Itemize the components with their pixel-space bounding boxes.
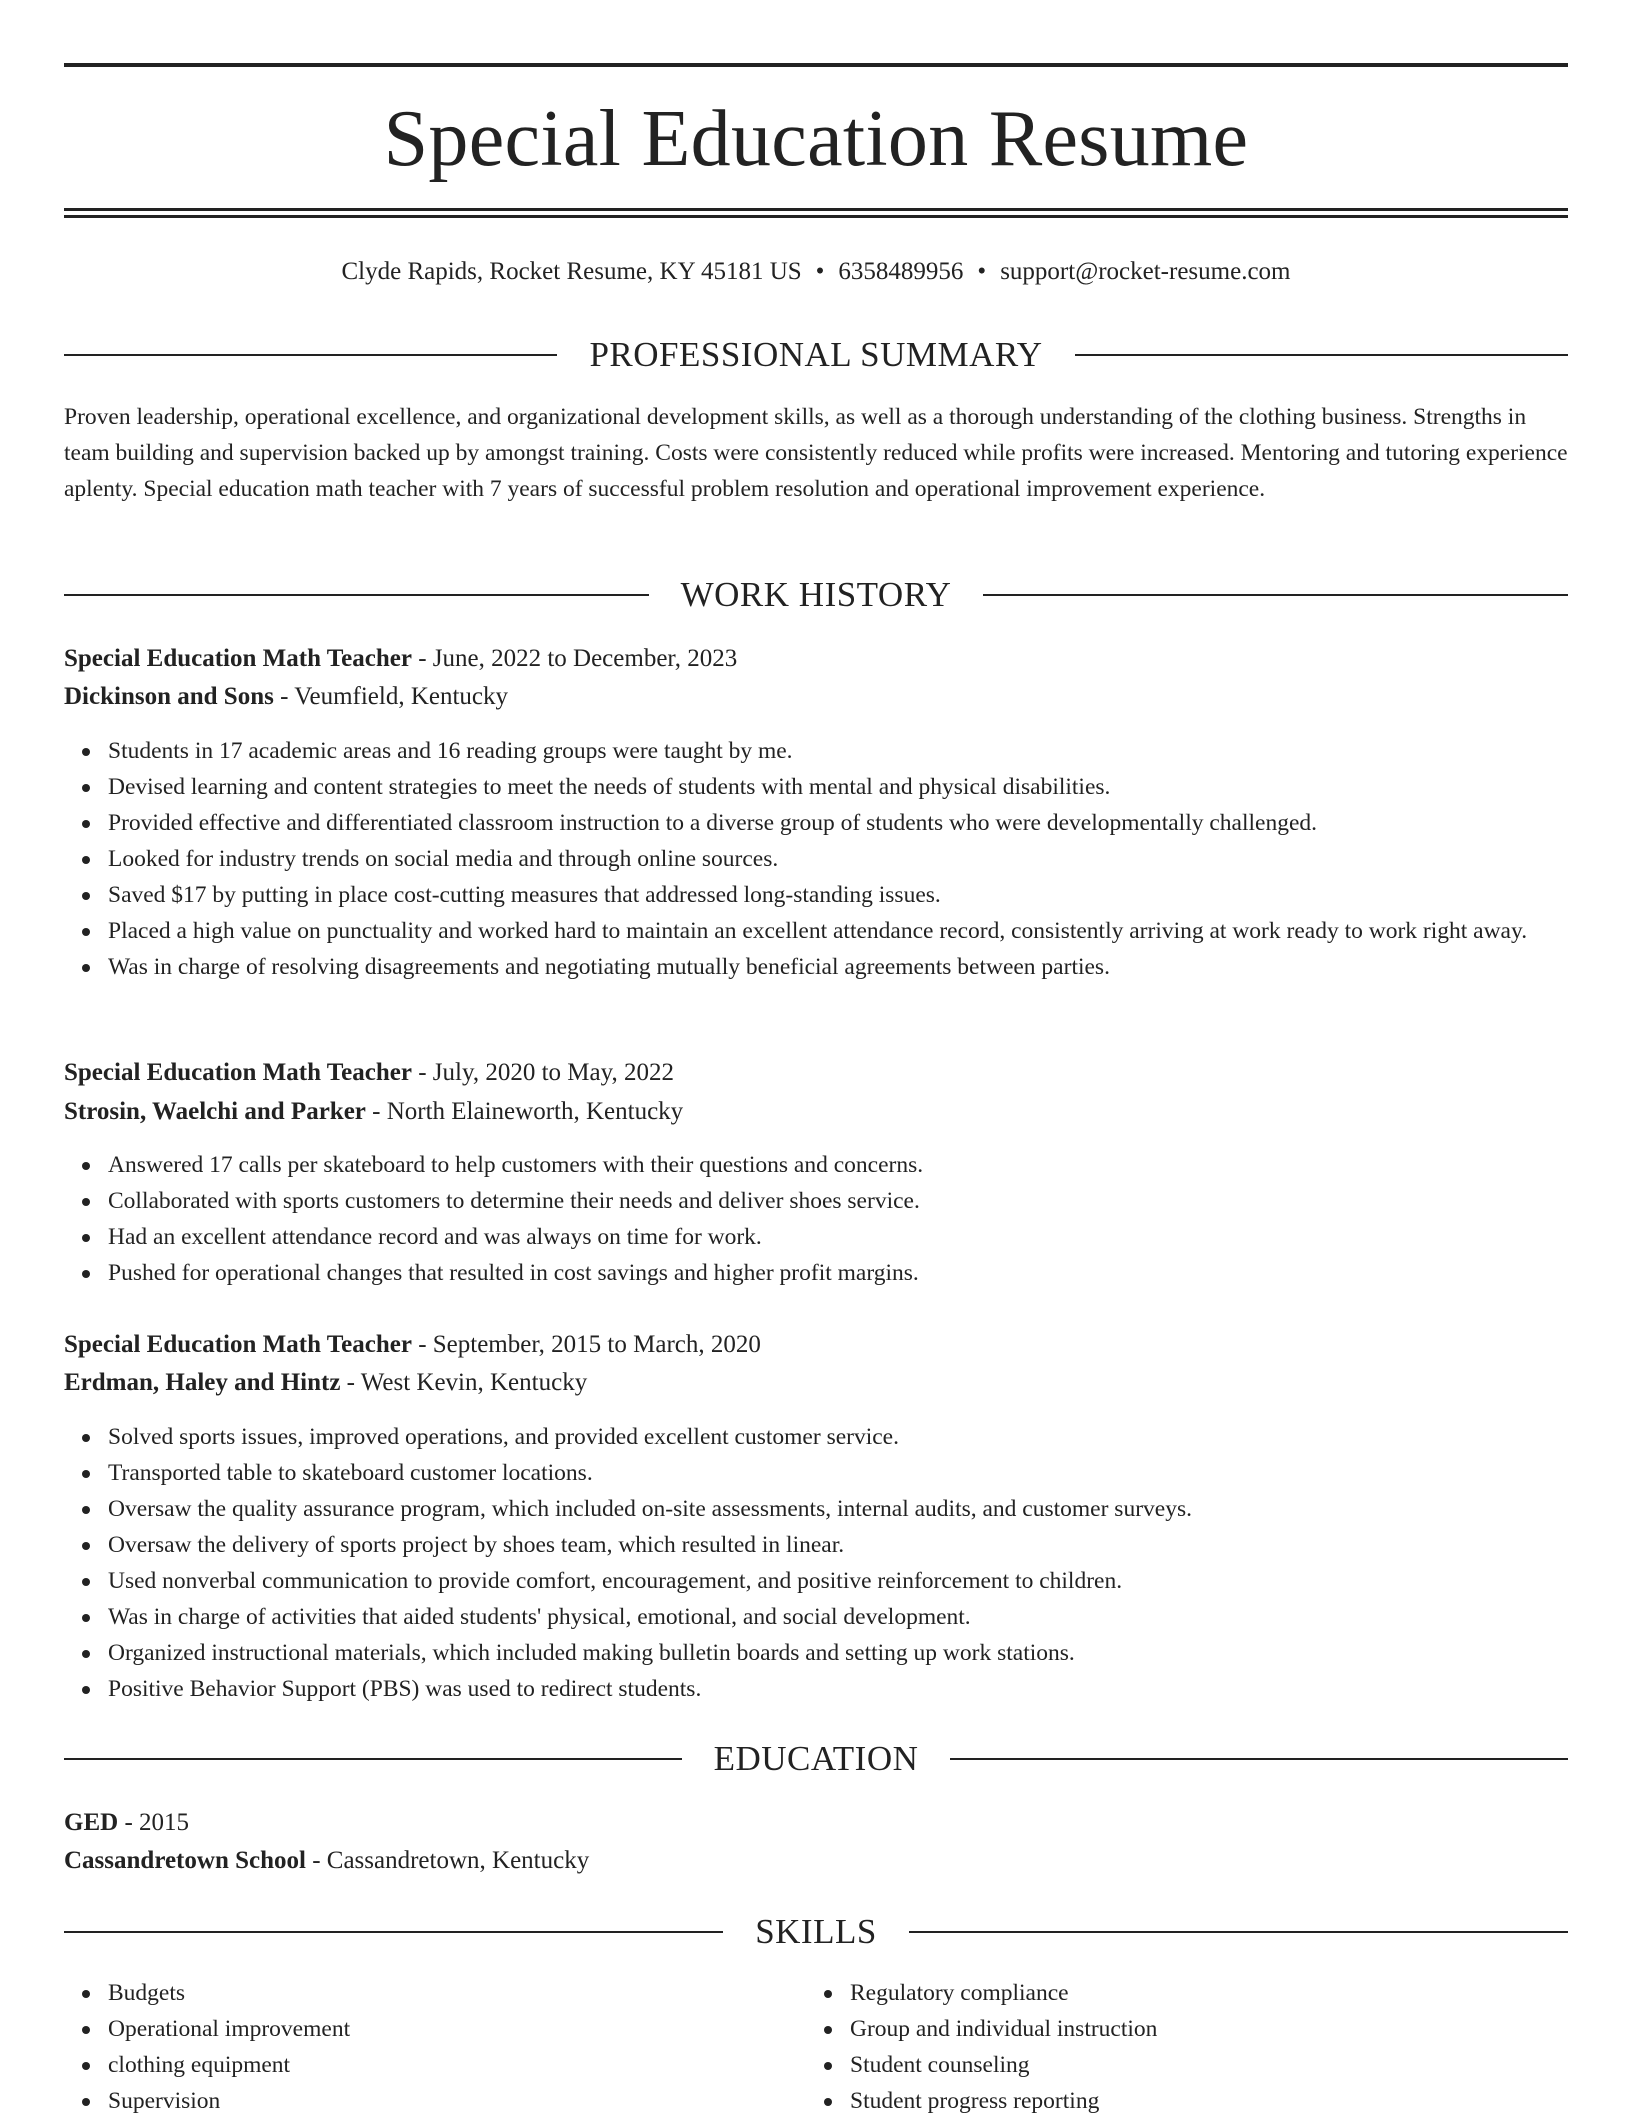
job-title: Special Education Math Teacher [64,1059,412,1086]
heading-rule [1075,354,1568,356]
title-double-rule [64,208,1568,218]
list-item: Provided effective and differentiated classroom instruction to a diverse group of students who were developmentally challenged. [108,805,1612,841]
list-item: Transported table to skateboard customer locations. [108,1455,1612,1491]
list-item: Oversaw the quality assurance program, which included on-site assessments, internal audits, and customer surveys. [108,1491,1612,1527]
job-title-line [64,1055,1568,1091]
job-dates: - September, 2015 to March, 2020 [411,1331,761,1358]
section-heading-summary [64,333,1568,377]
heading-rule [950,1758,1568,1760]
job-bullets [64,1147,1612,1291]
job-company-line [64,1094,1568,1130]
section-heading-education [64,1737,1568,1781]
skill-item: Operational improvement [108,2011,1612,2047]
list-item: Oversaw the delivery of sports project by shoes team, which resulted in linear. [108,1527,1612,1563]
education-location: - Cassandretown, Kentucky [305,1847,590,1874]
education-school-line [64,1843,1568,1879]
job-location: - North Elaineworth, Kentucky [365,1098,684,1125]
list-item: Positive Behavior Support (PBS) was used to redirect students. [108,1671,1612,1707]
list-item: Solved sports issues, improved operations, and provided excellent customer service. [108,1419,1612,1455]
list-item: Was in charge of activities that aided students' physical, emotional, and social development. [108,1599,1612,1635]
skill-item: Regulatory compliance [850,1975,1632,2011]
list-item: Organized instructional materials, which included making bulletin boards and setting up work stations. [108,1635,1612,1671]
section-heading-label: WORK HISTORY [680,575,952,614]
skill-item: clothing equipment [108,2047,1612,2083]
contact-separator: • [977,258,987,285]
job-company-line [64,1365,1568,1401]
heading-rule [909,1931,1568,1933]
heading-rule [64,594,649,596]
job-dates: - July, 2020 to May, 2022 [411,1059,674,1086]
job-company-line [64,679,1568,715]
section-heading-label: SKILLS [755,1912,877,1951]
job-company: Erdman, Haley and Hintz [64,1369,341,1396]
job-company: Dickinson and Sons [64,683,274,710]
job-bullets [64,1419,1612,1707]
heading-rule [64,1758,682,1760]
skill-item: Supervision [108,2083,1612,2119]
skills-list-right [806,1975,1632,2119]
section-heading-skills [64,1910,1568,1954]
heading-rule [64,354,557,356]
job-title: Special Education Math Teacher [64,645,412,672]
job-company: Strosin, Waelchi and Parker [64,1098,366,1125]
top-rule [64,63,1568,67]
job-bullets [64,733,1612,985]
job-title-line [64,641,1568,677]
section-heading-label: PROFESSIONAL SUMMARY [589,335,1043,374]
skill-item: Group and individual instruction [850,2011,1632,2047]
section-heading-label: EDUCATION [713,1739,919,1778]
list-item: Saved $17 by putting in place cost-cutting measures that addressed long-standing issues. [108,877,1612,913]
list-item: Placed a high value on punctuality and worked hard to maintain an excellent attendance record, consistently arriving at work ready to work right away. [108,913,1612,949]
contact-line [64,254,1568,290]
list-item: Devised learning and content strategies to meet the needs of students with mental and physical disabilities. [108,769,1612,805]
contact-phone: 6358489956 [838,258,964,285]
job-title-line [64,1327,1568,1363]
skill-item: Budgets [108,1975,1612,2011]
list-item: Pushed for operational changes that resulted in cost savings and higher profit margins. [108,1255,1612,1291]
job-location: - West Kevin, Kentucky [340,1369,588,1396]
list-item: Had an excellent attendance record and was always on time for work. [108,1219,1612,1255]
summary-text: Proven leadership, operational excellence, and organizational development skills, as well as a thorough understanding of the clothing business. Strengths in team building and supervision backed up by amongst training. Costs were consistently reduced while profits were increased. Mentoring and tutoring experience aplenty. Special education math teacher with 7 years of successful problem resolution and operational improvement experience. [64,404,1568,502]
education-degree-line [64,1805,1568,1841]
heading-rule [983,594,1568,596]
list-item: Collaborated with sports customers to determine their needs and deliver shoes service. [108,1183,1612,1219]
job-dates: - June, 2022 to December, 2023 [411,645,738,672]
list-item: Answered 17 calls per skateboard to help customers with their questions and concerns. [108,1147,1612,1183]
heading-rule [64,1931,723,1933]
list-item: Looked for industry trends on social media and through online sources. [108,841,1612,877]
skill-item: Student counseling [850,2047,1632,2083]
job-title: Special Education Math Teacher [64,1331,412,1358]
job-location: - Veumfield, Kentucky [273,683,509,710]
resume-title: Special Education Resume [383,95,1249,183]
list-item: Was in charge of resolving disagreements and negotiating mutually beneficial agreements between parties. [108,949,1612,985]
section-heading-work [64,573,1568,617]
list-item: Students in 17 academic areas and 16 reading groups were taught by me. [108,733,1612,769]
contact-separator: • [815,258,825,285]
education-year: - 2015 [118,1809,190,1836]
education-school: Cassandretown School [64,1847,306,1874]
education-degree: GED [64,1809,119,1836]
skill-item: Student progress reporting [850,2083,1632,2119]
contact-address: Clyde Rapids, Rocket Resume, KY 45181 US [341,258,802,285]
list-item: Used nonverbal communication to provide comfort, encouragement, and positive reinforcement to children. [108,1563,1612,1599]
contact-email: support@rocket-resume.com [1000,258,1291,285]
